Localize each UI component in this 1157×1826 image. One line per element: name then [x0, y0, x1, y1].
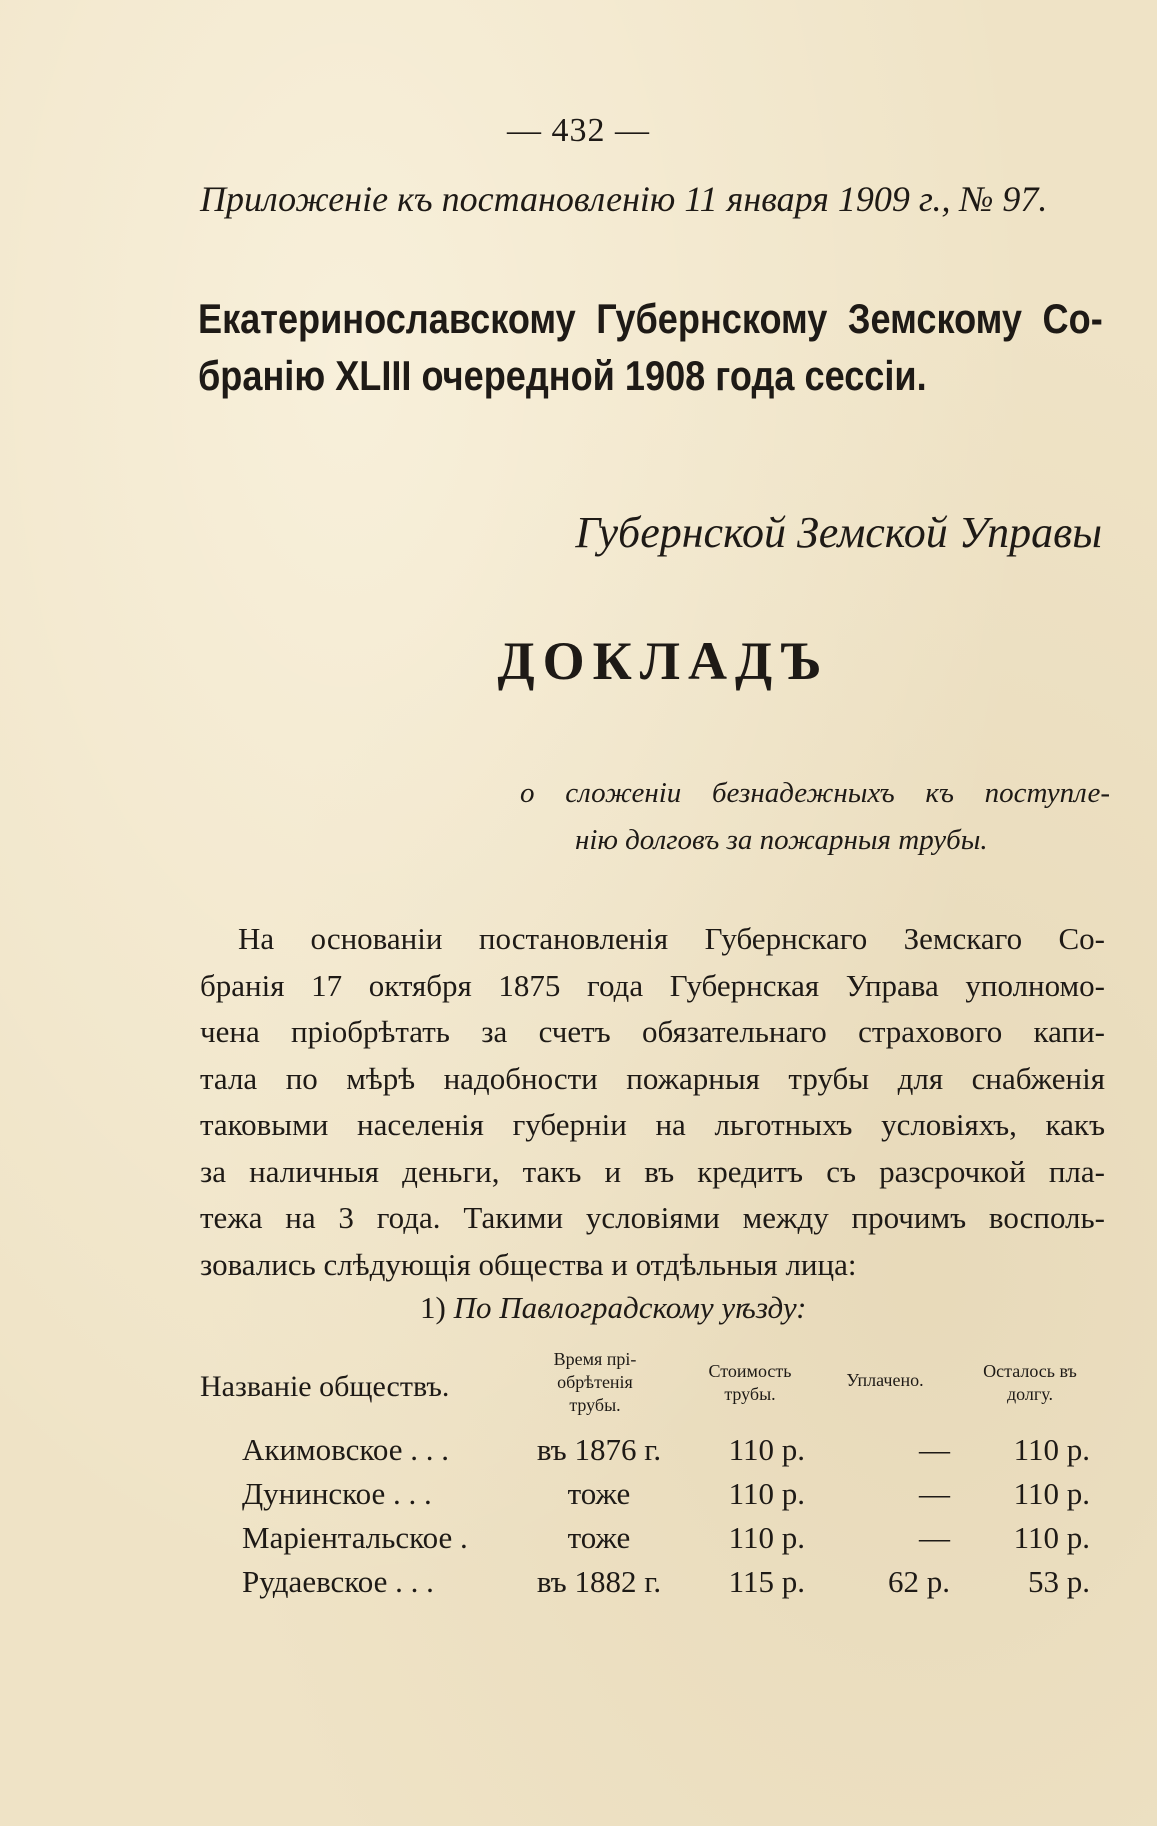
cell-paid: —	[919, 1432, 950, 1467]
body-line: тежа на 3 года. Такими условіями между прочимъ восполь-	[200, 1200, 1105, 1235]
table-row	[0, 1564, 1157, 1608]
cell-date: тоже	[567, 1520, 631, 1555]
subject-line-1: о сложеніи безнадежныхъ къ поступле-	[520, 777, 1110, 809]
subject-line-2: нію долговъ за пожарныя трубы.	[575, 824, 988, 856]
cell-paid: 62 р.	[888, 1564, 950, 1599]
cell-remaining: 110 р.	[1013, 1476, 1090, 1511]
cell-date: въ 1876 г.	[536, 1432, 662, 1467]
body-line: бранія 17 октября 1875 года Губернская Управа уполномо-	[200, 967, 1105, 1003]
header-date: Время прі- обрѣтенія трубы.	[553, 1349, 637, 1415]
header-name: Названіе обществъ.	[200, 1370, 450, 1403]
body-line: чена пріобрѣтать за счетъ обязательнаго страхового капи-	[200, 1014, 1105, 1049]
body-line: таковыми населенія губерніи на льготныхъ условіяхъ, какъ	[200, 1107, 1105, 1142]
table-row	[0, 1476, 1157, 1520]
cell-cost: 110 р.	[728, 1432, 805, 1467]
addressee-heading	[198, 290, 1103, 404]
cell-paid: —	[919, 1520, 950, 1555]
cell-paid: —	[919, 1476, 950, 1511]
cell-name: Рудаевское . . .	[242, 1564, 434, 1599]
table-row	[0, 1520, 1157, 1564]
table-row	[0, 1432, 1157, 1476]
appendix-note: Приложеніе къ постановленію 11 января 1909 г., № 97.	[200, 179, 1048, 219]
district-name: По Павлоградскому уѣзду:	[453, 1290, 807, 1325]
district-number: 1)	[420, 1290, 446, 1325]
cell-remaining: 53 р.	[1028, 1564, 1090, 1599]
addressee-line-2: бранію XLIII очередной 1908 года сессіи.	[198, 352, 927, 399]
district-heading	[420, 1290, 807, 1326]
body-line: за наличныя деньги, такъ и въ кредитъ съ разсрочкой пла-	[200, 1153, 1105, 1189]
board-name: Губернской Земской Управы	[575, 508, 1102, 557]
addressee-line-1: Екатеринославскому Губернскому Земскому Со-	[198, 295, 1103, 342]
report-subject	[520, 770, 1110, 864]
header-remaining: Осталось въ долгу.	[983, 1361, 1077, 1404]
table-header	[0, 1348, 1157, 1428]
page-number: — 432 —	[507, 112, 650, 149]
cell-cost: 115 р.	[728, 1564, 805, 1599]
report-title: ДОКЛАДЪ	[497, 631, 830, 691]
body-line: тала по мѣрѣ надобности пожарныя трубы для снабженія	[200, 1060, 1105, 1096]
cell-cost: 110 р.	[728, 1520, 805, 1555]
cell-date: въ 1882 г.	[536, 1564, 662, 1599]
header-paid: Уплачено.	[846, 1370, 924, 1390]
cell-name: Акимовское . . .	[242, 1432, 449, 1467]
cell-remaining: 110 р.	[1013, 1432, 1090, 1467]
cell-name: Маріентальское .	[242, 1520, 468, 1555]
cell-name: Дунинское . . .	[242, 1476, 432, 1511]
body-line: На основаніи постановленія Губернскаго Земскаго Со-	[238, 921, 1105, 956]
cell-remaining: 110 р.	[1013, 1520, 1090, 1555]
header-cost: Стоимость трубы.	[708, 1361, 792, 1404]
cell-cost: 110 р.	[728, 1476, 805, 1511]
body-paragraph	[200, 916, 1105, 1288]
cell-date: тоже	[567, 1476, 631, 1511]
body-line: зовались слѣдующія общества и отдѣльныя лица:	[200, 1246, 857, 1282]
